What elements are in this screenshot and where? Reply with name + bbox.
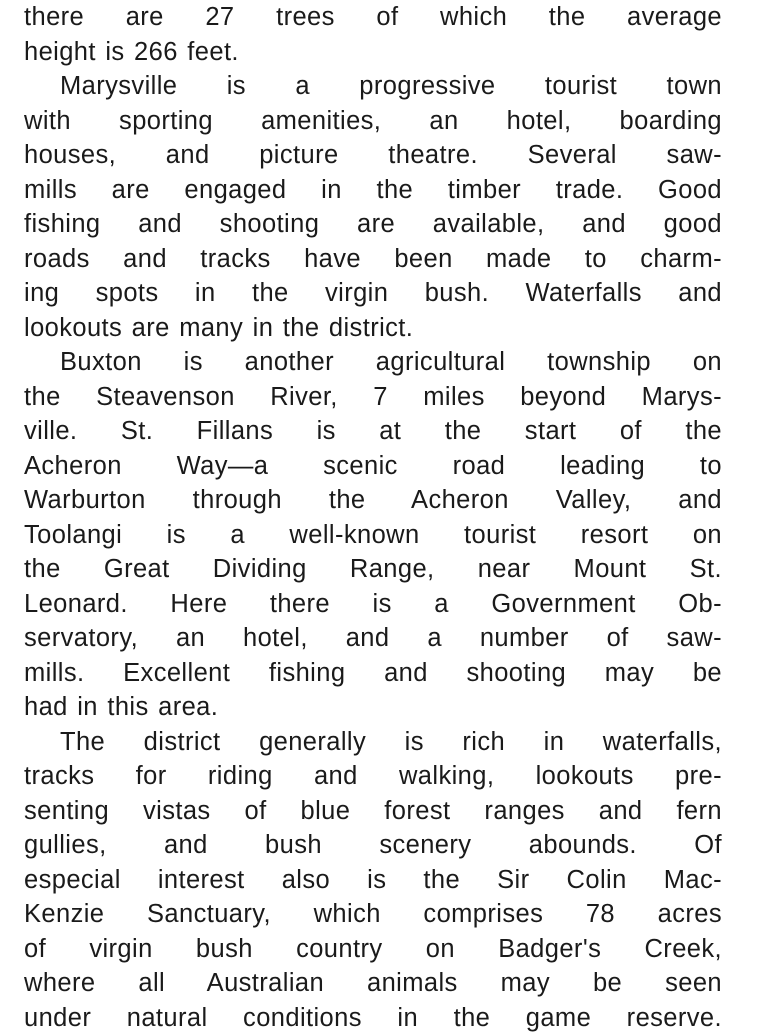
text-line: height is 266 feet. bbox=[24, 35, 722, 70]
text-line: mills. Excellent fishing and shooting may be bbox=[24, 656, 722, 691]
text-line: the Steavenson River, 7 miles beyond Marys- bbox=[24, 380, 722, 415]
text-line: with sporting amenities, an hotel, boarding bbox=[24, 104, 722, 139]
text-line: lookouts are many in the district. bbox=[24, 311, 722, 346]
text-line: tracks for riding and walking, lookouts pre- bbox=[24, 759, 722, 794]
text-line: servatory, an hotel, and a number of saw- bbox=[24, 621, 722, 656]
paragraph bbox=[24, 725, 722, 1035]
text-line: senting vistas of blue forest ranges and fern bbox=[24, 794, 722, 829]
text-line: Warburton through the Acheron Valley, and bbox=[24, 483, 722, 518]
text-line: Leonard. Here there is a Government Ob- bbox=[24, 587, 722, 622]
text-line: there are 27 trees of which the average bbox=[24, 0, 722, 35]
text-line: had in this area. bbox=[24, 690, 722, 725]
text-line: under natural conditions in the game reserve. bbox=[24, 1001, 722, 1035]
text-line: ville. St. Fillans is at the start of the bbox=[24, 414, 722, 449]
text-line: Acheron Way—a scenic road leading to bbox=[24, 449, 722, 484]
text-line: where all Australian animals may be seen bbox=[24, 966, 722, 1001]
text-line: Toolangi is a well-known tourist resort on bbox=[24, 518, 722, 553]
document-page bbox=[24, 0, 722, 1035]
text-line: fishing and shooting are available, and good bbox=[24, 207, 722, 242]
text-line: The district generally is rich in waterfalls, bbox=[24, 725, 722, 760]
paragraph bbox=[24, 345, 722, 725]
text-line: the Great Dividing Range, near Mount St. bbox=[24, 552, 722, 587]
text-line: roads and tracks have been made to charm- bbox=[24, 242, 722, 277]
paragraph bbox=[24, 0, 722, 69]
text-line: mills are engaged in the timber trade. Good bbox=[24, 173, 722, 208]
text-line: Kenzie Sanctuary, which comprises 78 acres bbox=[24, 897, 722, 932]
text-line: ing spots in the virgin bush. Waterfalls and bbox=[24, 276, 722, 311]
text-line: especial interest also is the Sir Colin Mac- bbox=[24, 863, 722, 898]
text-line: houses, and picture theatre. Several saw- bbox=[24, 138, 722, 173]
text-line: of virgin bush country on Badger's Creek, bbox=[24, 932, 722, 967]
paragraph bbox=[24, 69, 722, 345]
text-line: Buxton is another agricultural township on bbox=[24, 345, 722, 380]
text-line: Marysville is a progressive tourist town bbox=[24, 69, 722, 104]
text-line: gullies, and bush scenery abounds. Of bbox=[24, 828, 722, 863]
